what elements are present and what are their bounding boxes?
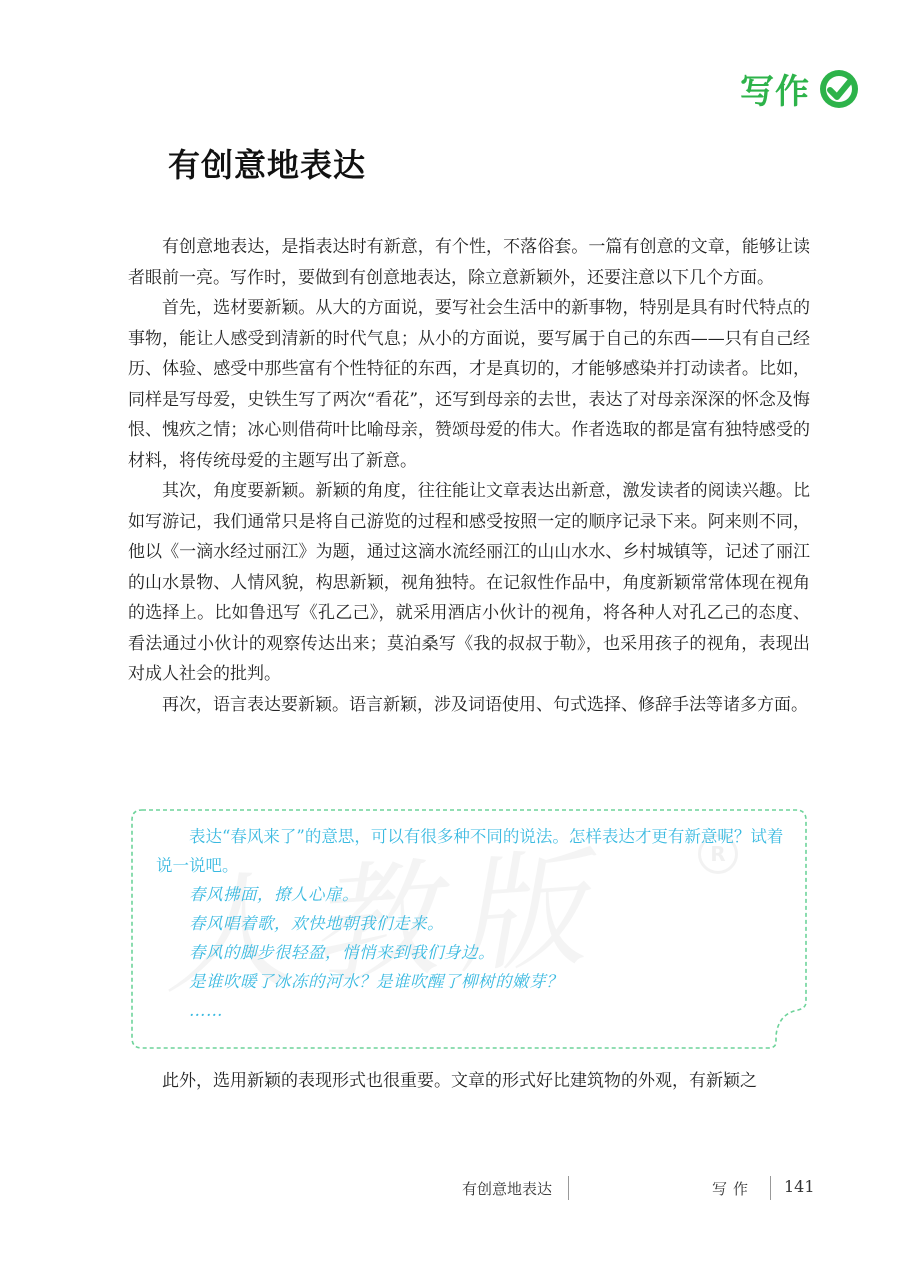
activity-prompt: 表达“春风来了”的意思，可以有很多种不同的说法。怎样表达才更有新意呢？试着说一说吧。 (156, 827, 784, 875)
activity-example: 春风的脚步很轻盈，悄悄来到我们身边。 (189, 943, 495, 962)
activity-box (128, 806, 810, 1052)
paragraph-language: 再次，语言表达要新颖。语言新颖，涉及词语使用、句式选择、修辞手法等诸多方面。 (162, 694, 808, 715)
footer-chapter-title: 有创意地表达 (462, 1180, 553, 1198)
page-footer (0, 1174, 904, 1204)
paragraph-intro: 有创意地表达，是指表达时有新意，有个性，不落俗套。一篇有创意的文章，能够让读者眼前一亮。写作时，要做到有创意地表达，除立意新颖外，还要注意以下几个方面。 (128, 237, 810, 288)
activity-ellipsis: …… (189, 1001, 223, 1020)
paragraph-angle: 其次，角度要新颖。新颖的角度，往往能让文章表达出新意，激发读者的阅读兴趣。比如写游记，我们通常只是将自己游览的过程和感受按照一定的顺序记录下来。阿来则不同，他以《一滴水经过丽江》为题，通过这滴水流经丽江的山山水水、乡村城镇等，记述了丽江的山水景物、人情风貌，构思新颖，视角独特。在记叙性作品中，角度新颖常常体现在视角的选择上。比如鲁迅写《孔乙己》，就采用酒店小伙计的视角，将各种人对孔乙己的态度、看法通过小伙计的观察传达出来；莫泊桑写《我的叔叔于勒》，也采用孩子的视角，表现出对成人社会的批判。 (128, 481, 810, 684)
footer-divider (770, 1176, 771, 1200)
activity-example: 是谁吹暖了冰冻的河水？是谁吹醒了柳树的嫩芽？ (189, 972, 563, 991)
registered-mark-watermark: R (698, 834, 738, 874)
section-mark (740, 64, 860, 113)
page-title: 有创意地表达 (168, 146, 367, 184)
activity-example: 春风拂面，撩人心扉。 (189, 885, 359, 904)
paragraph-material: 首先，选材要新颖。从大的方面说，要写社会生活中的新事物，特别是具有时代特点的事物，能让人感受到清新的时代气息；从小的方面说，要写属于自己的东西——只有自己经历、体验、感受中那些富有个性特征的东西，才是真切的，才能够感染并打动读者。比如，同样是写母爱，史铁生写了两次“看花”，还写到母亲的去世，表达了对母亲深深的怀念及悔恨、愧疚之情；冰心则借荷叶比喻母亲，赞颂母爱的伟大。作者选取的都是富有独特感受的材料，将传统母爱的主题写出了新意。 (128, 298, 810, 471)
footer-divider (568, 1176, 569, 1200)
paragraph-form: 此外，选用新颖的表现形式也很重要。文章的形式好比建筑物的外观，有新颖之 (162, 1071, 757, 1091)
section-label: 写作 (740, 72, 810, 112)
green-checkmark-icon (818, 68, 860, 110)
closing-text (128, 1066, 810, 1096)
body-text (128, 232, 810, 720)
activity-content (156, 822, 786, 1025)
activity-example: 春风唱着歌，欢快地朝我们走来。 (189, 914, 444, 933)
page-number: 141 (784, 1177, 815, 1196)
footer-unit-name: 写作 (712, 1180, 755, 1198)
